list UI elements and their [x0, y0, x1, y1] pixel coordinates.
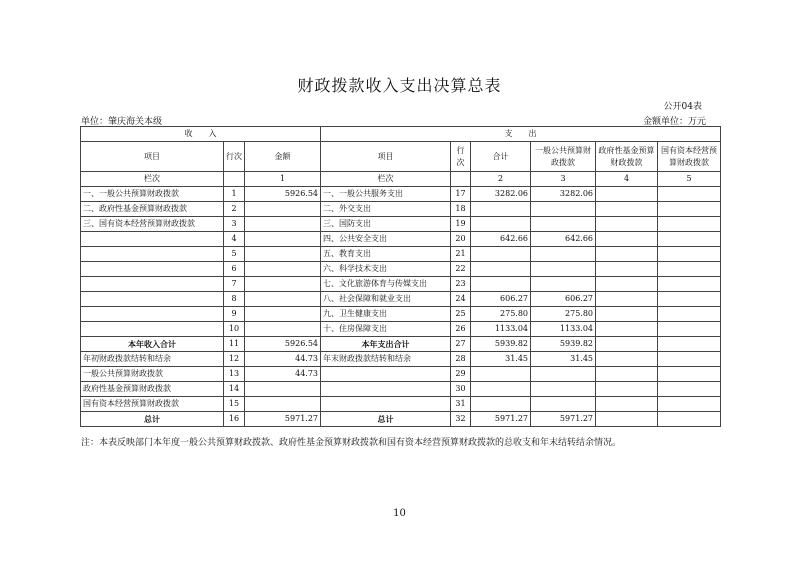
general-budget-cell — [531, 247, 596, 262]
expense-item-cell: 年末财政拨款结转和结余 — [321, 352, 451, 367]
expense-line-cell: 17 — [451, 187, 471, 202]
reporting-unit: 单位：肇庆海关本级 — [81, 117, 163, 127]
expense-item-cell: 一、一般公共服务支出 — [321, 187, 451, 202]
income-amount-cell — [245, 202, 321, 217]
expense-total-cell: 606.27 — [471, 292, 531, 307]
expense-line-cell: 31 — [451, 397, 471, 412]
expense-item-cell — [321, 367, 451, 382]
table-row — [81, 322, 721, 337]
income-amount-cell: 44.73 — [245, 352, 321, 367]
soe-budget-cell — [658, 232, 721, 247]
general-budget-cell: 642.66 — [531, 232, 596, 247]
income-item-cell: 政府性基金预算财政拨款 — [81, 382, 224, 397]
expense-total-cell — [471, 217, 531, 232]
general-budget-cell — [531, 217, 596, 232]
fund-budget-cell — [596, 247, 658, 262]
income-item-cell — [81, 292, 224, 307]
expense-item-cell: 九、卫生健康支出 — [321, 307, 451, 322]
section-header-row — [81, 127, 721, 142]
table-row — [81, 262, 721, 277]
table-row — [81, 247, 721, 262]
income-amount-cell — [245, 217, 321, 232]
table-row — [81, 292, 721, 307]
expense-total-cell — [471, 202, 531, 217]
expense-total-cell — [471, 277, 531, 292]
income-line-cell: 9 — [224, 307, 245, 322]
income-line-cell: 10 — [224, 322, 245, 337]
general-budget-cell: 1133.04 — [531, 322, 596, 337]
soe-budget-cell — [658, 247, 721, 262]
col-number-1: 1 — [245, 172, 321, 187]
soe-budget-cell — [658, 337, 721, 352]
income-line-cell: 5 — [224, 247, 245, 262]
fund-budget-cell — [596, 232, 658, 247]
income-line-cell: 12 — [224, 352, 245, 367]
income-line-cell: 14 — [224, 382, 245, 397]
expense-total-cell — [471, 367, 531, 382]
fund-budget-cell — [596, 217, 658, 232]
general-budget-cell: 606.27 — [531, 292, 596, 307]
fund-budget-cell — [596, 382, 658, 397]
expense-total-cell — [471, 382, 531, 397]
expense-line-cell: 32 — [451, 412, 471, 427]
income-item-cell — [81, 307, 224, 322]
income-amount-cell — [245, 232, 321, 247]
soe-budget-cell — [658, 397, 721, 412]
col-number-5: 5 — [658, 172, 721, 187]
fund-budget-header: 政府性基金预算财政拨款 — [596, 142, 658, 172]
expense-line-cell: 27 — [451, 337, 471, 352]
expense-item-cell: 七、文化旅游体育与传媒支出 — [321, 277, 451, 292]
soe-budget-cell — [658, 352, 721, 367]
expense-total-cell: 5939.82 — [471, 337, 531, 352]
col-number-3: 3 — [531, 172, 596, 187]
soe-budget-cell — [658, 187, 721, 202]
expense-item-cell — [321, 382, 451, 397]
expense-total-cell: 1133.04 — [471, 322, 531, 337]
income-item-header: 项目 — [81, 142, 224, 172]
income-line-cell: 3 — [224, 217, 245, 232]
expense-section-header: 支 出 — [321, 127, 721, 142]
income-line-header: 行次 — [224, 142, 245, 172]
expense-line-header: 行次 — [451, 142, 471, 172]
table-row — [81, 367, 721, 382]
fund-budget-cell — [596, 262, 658, 277]
general-budget-cell: 5971.27 — [531, 412, 596, 427]
income-amount-cell — [245, 292, 321, 307]
income-item-cell — [81, 322, 224, 337]
expense-total-cell — [471, 262, 531, 277]
expense-line-cell: 25 — [451, 307, 471, 322]
expense-total-cell: 3282.06 — [471, 187, 531, 202]
income-item-cell: 总计 — [81, 412, 224, 427]
income-amount-cell — [245, 322, 321, 337]
soe-budget-cell — [658, 202, 721, 217]
income-line-cell: 6 — [224, 262, 245, 277]
general-budget-cell — [531, 397, 596, 412]
table-row — [81, 307, 721, 322]
income-item-cell: 年初财政拨款结转和结余 — [81, 352, 224, 367]
general-budget-cell — [531, 202, 596, 217]
form-number: 公开04表 — [663, 102, 702, 112]
general-budget-cell — [531, 277, 596, 292]
soe-budget-cell — [658, 217, 721, 232]
expense-item-cell: 三、国防支出 — [321, 217, 451, 232]
soe-budget-cell — [658, 292, 721, 307]
empty-cell — [451, 172, 471, 187]
col-number-4: 4 — [596, 172, 658, 187]
expense-line-cell: 20 — [451, 232, 471, 247]
general-budget-cell: 5939.82 — [531, 337, 596, 352]
income-section-header: 收 入 — [81, 127, 321, 142]
expense-item-cell: 十、住房保障支出 — [321, 322, 451, 337]
income-item-cell: 一、一般公共预算财政拨款 — [81, 187, 224, 202]
soe-budget-cell — [658, 412, 721, 427]
income-line-cell: 2 — [224, 202, 245, 217]
general-budget-cell — [531, 367, 596, 382]
general-budget-cell — [531, 262, 596, 277]
fund-budget-cell — [596, 292, 658, 307]
general-budget-header: 一般公共预算财政拨款 — [531, 142, 596, 172]
income-col-label: 栏次 — [81, 172, 224, 187]
expense-line-cell: 30 — [451, 382, 471, 397]
income-item-cell — [81, 262, 224, 277]
income-line-cell: 15 — [224, 397, 245, 412]
fund-budget-cell — [596, 307, 658, 322]
soe-budget-cell — [658, 262, 721, 277]
table-title: 财政拨款收入支出决算总表 — [297, 76, 502, 95]
table-row — [81, 187, 721, 202]
income-amount-cell — [245, 307, 321, 322]
income-amount-cell — [245, 397, 321, 412]
soe-budget-cell — [658, 307, 721, 322]
soe-budget-cell — [658, 277, 721, 292]
column-header-row — [81, 142, 721, 172]
income-item-cell: 本年收入合计 — [81, 337, 224, 352]
income-item-cell: 一般公共预算财政拨款 — [81, 367, 224, 382]
table-row — [81, 412, 721, 427]
fund-budget-cell — [596, 277, 658, 292]
soe-budget-header: 国有资本经营预算财政拨款 — [658, 142, 721, 172]
expense-item-cell: 八、社会保障和就业支出 — [321, 292, 451, 307]
income-amount-cell: 5926.54 — [245, 337, 321, 352]
expense-total-cell: 642.66 — [471, 232, 531, 247]
fund-budget-cell — [596, 367, 658, 382]
fund-budget-cell — [596, 412, 658, 427]
income-amount-cell — [245, 247, 321, 262]
income-line-cell: 1 — [224, 187, 245, 202]
expense-item-header: 项目 — [321, 142, 451, 172]
table-note: 注：本表反映部门本年度一般公共预算财政拨款、政府性基金预算财政拨款和国有资本经营预算财政拨款的总收支和年末结转结余情况。 — [81, 438, 622, 448]
expense-col-label: 栏次 — [321, 172, 451, 187]
fund-budget-cell — [596, 337, 658, 352]
income-item-cell: 国有资本经营预算财政拨款 — [81, 397, 224, 412]
general-budget-cell: 31.45 — [531, 352, 596, 367]
expense-line-cell: 29 — [451, 367, 471, 382]
income-line-cell: 11 — [224, 337, 245, 352]
fund-budget-cell — [596, 202, 658, 217]
income-amount-cell: 5971.27 — [245, 412, 321, 427]
col-number-2: 2 — [471, 172, 531, 187]
expense-line-cell: 18 — [451, 202, 471, 217]
expense-line-cell: 24 — [451, 292, 471, 307]
table-row — [81, 337, 721, 352]
soe-budget-cell — [658, 382, 721, 397]
income-item-cell: 二、政府性基金预算财政拨款 — [81, 202, 224, 217]
income-amount-cell: 44.73 — [245, 367, 321, 382]
expense-item-cell: 四、公共安全支出 — [321, 232, 451, 247]
income-line-cell: 16 — [224, 412, 245, 427]
soe-budget-cell — [658, 322, 721, 337]
income-item-cell: 三、国有资本经营预算财政拨款 — [81, 217, 224, 232]
income-amount-header: 金额 — [245, 142, 321, 172]
table-row — [81, 217, 721, 232]
expense-item-cell: 五、教育支出 — [321, 247, 451, 262]
table-row — [81, 382, 721, 397]
income-amount-cell: 5926.54 — [245, 187, 321, 202]
expense-item-cell: 总计 — [321, 412, 451, 427]
table-row — [81, 397, 721, 412]
income-item-cell — [81, 232, 224, 247]
income-amount-cell — [245, 262, 321, 277]
general-budget-cell — [531, 382, 596, 397]
general-budget-cell: 3282.06 — [531, 187, 596, 202]
expense-total-cell: 275.80 — [471, 307, 531, 322]
table-row — [81, 202, 721, 217]
income-item-cell — [81, 277, 224, 292]
expense-total-header: 合计 — [471, 142, 531, 172]
expense-line-cell: 23 — [451, 277, 471, 292]
general-budget-cell: 275.80 — [531, 307, 596, 322]
expense-line-cell: 19 — [451, 217, 471, 232]
fund-budget-cell — [596, 322, 658, 337]
income-amount-cell — [245, 277, 321, 292]
expense-total-cell — [471, 397, 531, 412]
income-item-cell — [81, 247, 224, 262]
soe-budget-cell — [658, 367, 721, 382]
fund-budget-cell — [596, 397, 658, 412]
column-number-row — [81, 172, 721, 187]
expense-item-cell — [321, 397, 451, 412]
fund-budget-cell — [596, 352, 658, 367]
income-amount-cell — [245, 382, 321, 397]
income-line-cell: 7 — [224, 277, 245, 292]
income-line-cell: 4 — [224, 232, 245, 247]
table-row — [81, 232, 721, 247]
expense-item-cell: 本年支出合计 — [321, 337, 451, 352]
fiscal-appropriation-table — [80, 126, 721, 427]
table-body — [81, 187, 721, 427]
fund-budget-cell — [596, 187, 658, 202]
expense-item-cell: 二、外交支出 — [321, 202, 451, 217]
table-row — [81, 277, 721, 292]
table-row — [81, 352, 721, 367]
income-line-cell: 8 — [224, 292, 245, 307]
empty-cell — [224, 172, 245, 187]
expense-line-cell: 28 — [451, 352, 471, 367]
amount-unit: 金额单位：万元 — [642, 117, 706, 127]
expense-line-cell: 22 — [451, 262, 471, 277]
expense-total-cell: 31.45 — [471, 352, 531, 367]
expense-item-cell: 六、科学技术支出 — [321, 262, 451, 277]
expense-total-cell: 5971.27 — [471, 412, 531, 427]
expense-total-cell — [471, 247, 531, 262]
page-number: 10 — [393, 508, 406, 519]
income-line-cell: 13 — [224, 367, 245, 382]
expense-line-cell: 26 — [451, 322, 471, 337]
expense-line-cell: 21 — [451, 247, 471, 262]
